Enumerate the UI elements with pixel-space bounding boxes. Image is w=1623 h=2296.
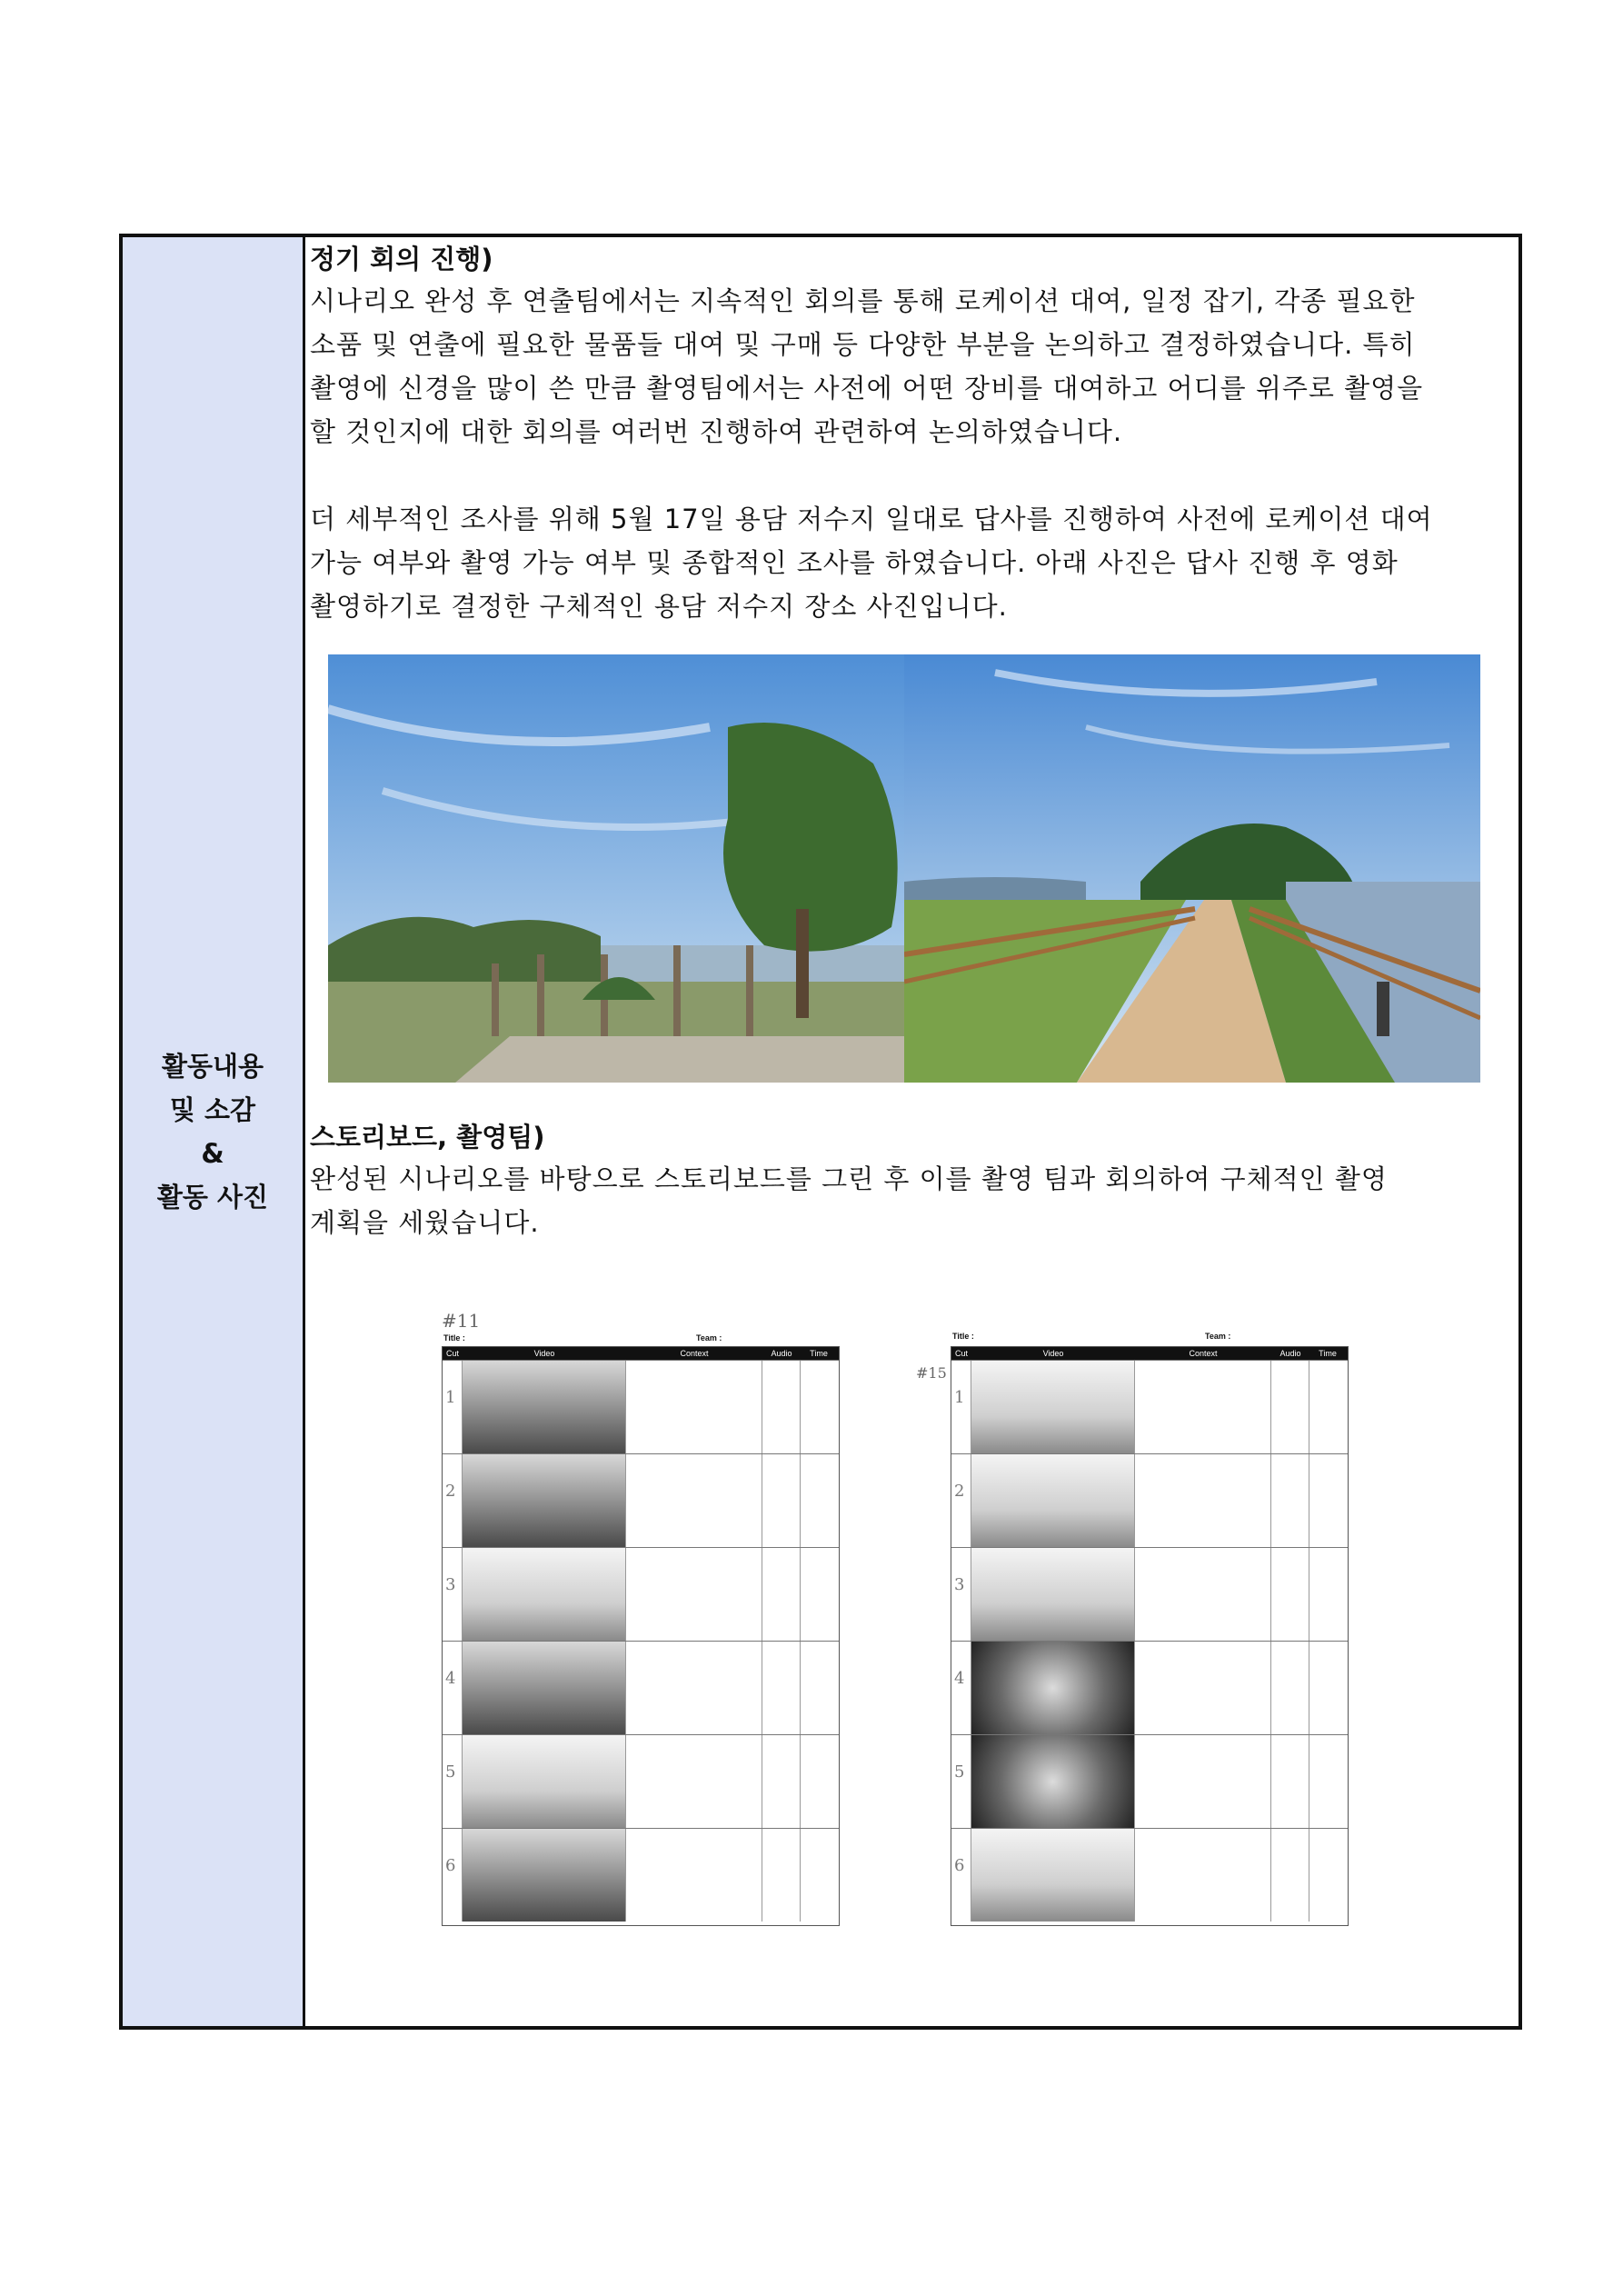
storyboard-header-row [951,1347,1348,1360]
storyboard-sheet-left [442,1310,841,1928]
col-time: Time [1319,1349,1337,1358]
storyboard-grid [951,1346,1349,1926]
meeting-section [310,239,1518,628]
col-cut: Cut [954,1349,968,1358]
label-line-3: & [201,1138,224,1169]
cut-number: 4 [954,1669,965,1688]
storyboard-row [951,1453,1348,1547]
meeting-paragraph-line: 소품 및 연출에 필요한 물품들 대여 및 구매 등 다양한 부분을 논의하고 결정하였습니다. 특히 [310,329,1416,360]
storyboard-row [951,1547,1348,1641]
scene-mark: #15 [916,1364,947,1382]
cut-number: 2 [954,1482,965,1501]
storyboard-row [443,1734,839,1828]
sketch-frame [971,1735,1135,1828]
section-label-cell [123,237,305,2026]
survey-paragraph-line: 가능 여부와 촬영 가능 여부 및 종합적인 조사를 하였습니다. 아래 사진은 답사 진행 후 영화 [310,547,1399,578]
cut-number: 3 [954,1575,965,1594]
team-label: Team : [1205,1332,1231,1341]
storyboard-header-row [443,1347,839,1360]
content-cell [305,237,1518,2026]
col-video: Video [533,1349,555,1358]
survey-paragraph-line: 촬영하기로 결정한 구체적인 용담 저수지 장소 사진입니다. [310,591,1008,622]
title-label: Title : [952,1332,974,1341]
reservoir-park-photo [328,654,904,1083]
storyboard-row [443,1453,839,1547]
sketch-frame [463,1642,626,1734]
storyboard-row [443,1828,839,1922]
storyboard-row [951,1828,1348,1922]
label-line-1: 활동내용 [161,1051,264,1082]
sketch-frame [971,1454,1135,1547]
meeting-paragraph-line: 할 것인지에 대한 회의를 여러번 진행하여 관련하여 논의하였습니다. [310,416,1123,447]
storyboard-row [443,1360,839,1453]
storyboard-row [951,1641,1348,1734]
cut-number: 1 [954,1388,965,1407]
cut-number: 4 [445,1669,456,1688]
storyboard-paragraph-line: 완성된 시나리오를 바탕으로 스토리보드를 그린 후 이를 촬영 팀과 회의하여 구체적인 촬영 [310,1163,1388,1194]
reservoir-path-photo [904,654,1480,1083]
sketch-frame [463,1829,626,1922]
cut-number: 5 [445,1762,456,1782]
col-cut: Cut [445,1349,459,1358]
cut-number: 5 [954,1762,965,1782]
sketch-frame [971,1642,1135,1734]
location-photos [328,654,1480,1083]
sketch-frame [463,1454,626,1547]
scene-mark: #11 [442,1310,481,1332]
activity-table [119,234,1522,2030]
storyboard-grid [442,1346,840,1926]
storyboard-row [443,1547,839,1641]
survey-paragraph-line: 더 세부적인 조사를 위해 5월 17일 용담 저수지 일대로 답사를 진행하여 사전에 로케이션 대여 [310,504,1433,534]
storyboard-section [310,1117,1518,1244]
label-line-4: 활동 사진 [156,1182,269,1213]
cut-number: 3 [445,1575,456,1594]
col-time: Time [810,1349,828,1358]
col-audio: Audio [1279,1349,1301,1358]
sketch-frame [463,1735,626,1828]
sketch-frame [971,1829,1135,1922]
col-video: Video [1042,1349,1064,1358]
storyboard-sheet-right [916,1319,1350,1928]
cut-number: 6 [445,1856,456,1875]
sketch-frame [971,1361,1135,1453]
storyboard-row [951,1734,1348,1828]
meeting-heading: 정기 회의 진행) [310,244,493,275]
cut-number: 1 [445,1388,456,1407]
meeting-paragraph-line: 시나리오 완성 후 연출팀에서는 지속적인 회의를 통해 로케이션 대여, 일정 잡기, 각종 필요한 [310,285,1416,316]
sketch-frame [971,1548,1135,1641]
cut-number: 2 [445,1482,456,1501]
storyboard-heading: 스토리보드, 촬영팀) [310,1122,545,1153]
col-context: Context [1189,1349,1218,1358]
storyboard-row [443,1641,839,1734]
meeting-paragraph-line: 촬영에 신경을 많이 쓴 만큼 촬영팀에서는 사전에 어떤 장비를 대여하고 어디를 위주로 촬영을 [310,373,1424,404]
sketch-frame [463,1548,626,1641]
title-label: Title : [443,1333,465,1343]
sketch-frame [463,1361,626,1453]
team-label: Team : [696,1333,722,1343]
storyboard-paragraph-line: 계획을 세웠습니다. [310,1207,540,1238]
label-line-2: 및 소감 [169,1094,256,1125]
col-audio: Audio [771,1349,792,1358]
storyboard-row [951,1360,1348,1453]
cut-number: 6 [954,1856,965,1875]
col-context: Context [680,1349,709,1358]
